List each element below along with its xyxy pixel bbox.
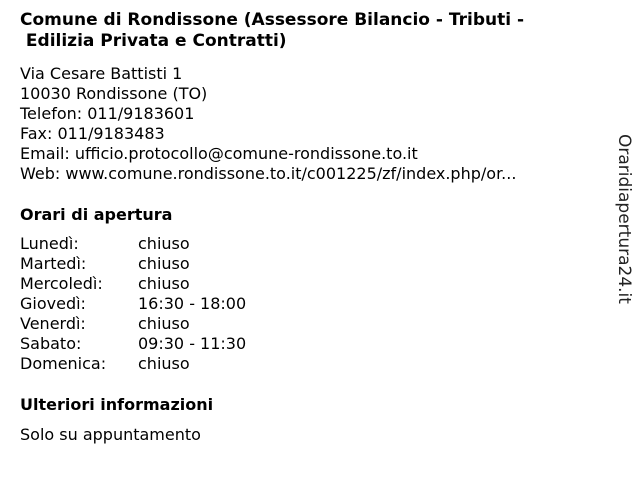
- phone-number: Telefon: 011/9183601: [20, 104, 195, 123]
- hours-row-friday: [20, 314, 246, 334]
- hours-row-monday: [20, 234, 246, 254]
- website-link[interactable]: Web: www.comune.rondissone.to.it/c001225/zf/index.php/or...: [20, 164, 517, 183]
- hours-day: Sabato:: [20, 334, 82, 353]
- hours-day: Giovedì:: [20, 294, 86, 313]
- page-title: [20, 10, 610, 52]
- site-watermark: Oraridiapertura24.it: [614, 134, 634, 304]
- contact-block: [20, 64, 516, 184]
- hours-value: chiuso: [138, 314, 190, 333]
- hours-value: chiuso: [138, 354, 190, 373]
- page-title-line-1: Comune di Rondissone (Assessore Bilancio - Tributi -: [20, 10, 525, 30]
- hours-row-saturday: [20, 334, 246, 354]
- opening-hours-heading: Orari di apertura: [20, 205, 173, 224]
- hours-day: Venerdì:: [20, 314, 86, 333]
- hours-day: Domenica:: [20, 354, 107, 373]
- hours-row-sunday: [20, 354, 246, 374]
- hours-row-wednesday: [20, 274, 246, 294]
- hours-value: chiuso: [138, 234, 190, 253]
- hours-value: 09:30 - 11:30: [138, 334, 247, 353]
- opening-hours-table: [20, 234, 246, 374]
- hours-value: chiuso: [138, 254, 190, 273]
- fax-number: Fax: 011/9183483: [20, 124, 165, 143]
- street-address: Via Cesare Battisti 1: [20, 64, 183, 83]
- hours-day: Lunedì:: [20, 234, 79, 253]
- page-title-line-2: Edilizia Privata e Contratti): [20, 31, 287, 51]
- hours-value: chiuso: [138, 274, 190, 293]
- email-address: Email: ufficio.protocollo@comune-rondissone.to.it: [20, 144, 418, 163]
- hours-value: 16:30 - 18:00: [138, 294, 247, 313]
- hours-day: Mercoledì:: [20, 274, 103, 293]
- hours-day: Martedì:: [20, 254, 87, 273]
- hours-row-tuesday: [20, 254, 246, 274]
- hours-row-thursday: [20, 294, 246, 314]
- more-info-heading: Ulteriori informazioni: [20, 395, 214, 414]
- city-address: 10030 Rondissone (TO): [20, 84, 208, 103]
- more-info-text: Solo su appuntamento: [20, 425, 201, 444]
